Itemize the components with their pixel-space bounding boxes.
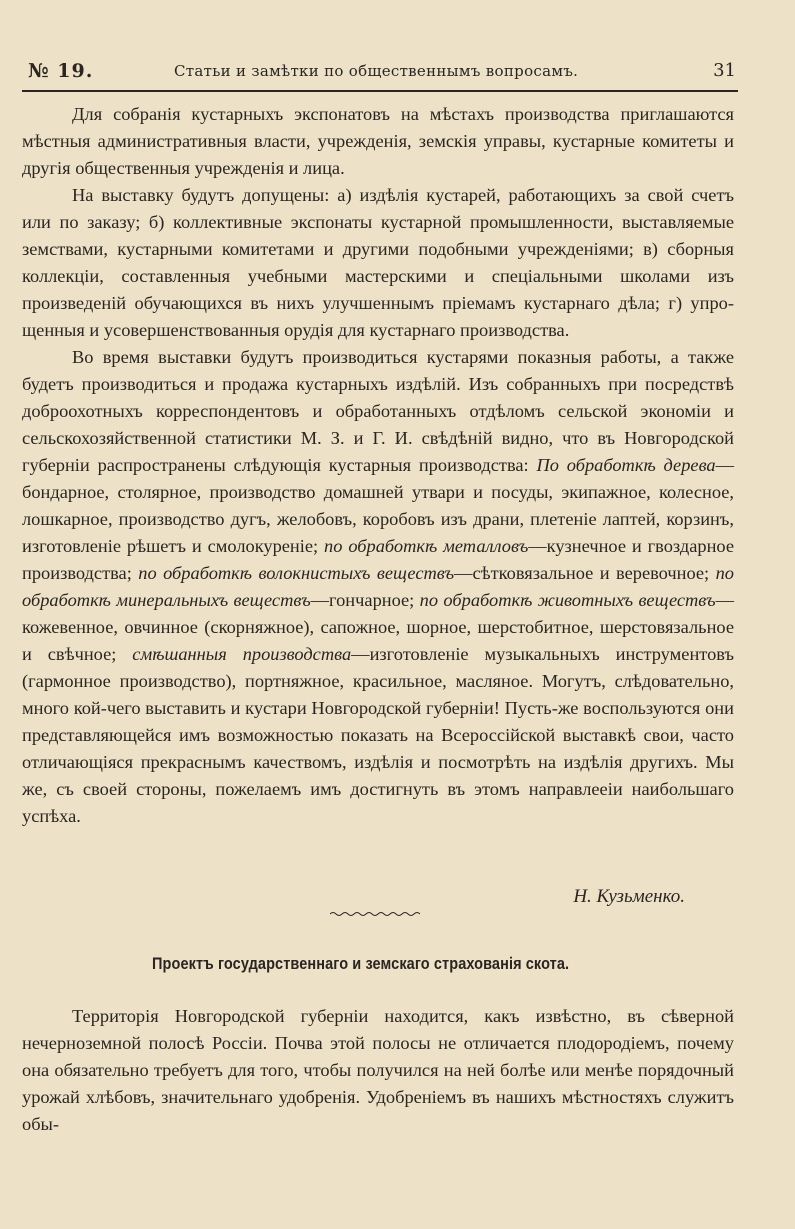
italic-phrase: по обработкѣ животныхъ веществъ: [419, 590, 716, 610]
author-signature: Н. Кузьменко.: [573, 886, 685, 907]
text-run: —кожевенное, овчинное (скорняжное), сапожное, шорное, шерстобитное, шерстовязальное и свѣчное;: [22, 590, 734, 664]
article-body: [22, 101, 734, 830]
italic-phrase: по обработкѣ металловъ: [324, 536, 529, 556]
text-run: —сѣтковязальное и веревочное;: [454, 563, 716, 583]
separator-ornament: [330, 911, 420, 917]
text-run: —изготовленіе музыкальныхъ инструментовъ (гармонное производство), портняжное, красильное, масляное. Могутъ, слѣдовательно, много кой-чего выставить и кустари Новгородской губерніи! Пусть-же воспользуются они представляющейся имъ возможностью показать на Всероссійской выставкѣ свои, часто отличающіяся прекраснымъ качествомъ, издѣлія и посмотрѣть на издѣлія другихъ. Мы же, съ своей стороны, пожелаемъ имъ достигнуть въ этомъ направлееіи наибольшаго успѣха.: [22, 644, 735, 826]
text-run: —бондарное, столярное, производство домашней утвари и посуды, экипажное, колесное, лошкарное, производство дугъ, желобовъ, коробовъ изъ драни, плетеніе лаптей, корзинъ, изготовленіе рѣшетъ и смолокуреніе;: [22, 455, 735, 556]
running-title: Статьи и замѣтки по общественнымъ вопросамъ.: [174, 62, 579, 80]
italic-phrase: по обработкѣ волокнистыхъ веществъ: [138, 563, 455, 583]
section-heading: Проектъ государственнаго и земскаго страхованія скота.: [152, 955, 570, 973]
italic-phrase: По обработкѣ дерева: [536, 455, 716, 475]
text-run: Территорія Новгородской губерніи находится, какъ извѣстно, въ сѣверной нечерноземной полосѣ Россіи. Почва этой полосы не отличается плодородіемъ, почему она обязательно требуетъ для того, чтобы получился на ней болѣе или менѣе порядочный урожай хлѣбовъ, значительнаго удобренія. Удобреніемъ въ нашихъ мѣстностяхъ служитъ обы-: [22, 1006, 734, 1134]
paragraph: [22, 1003, 734, 1138]
paragraph: [22, 344, 734, 830]
issue-number: № 19.: [28, 60, 94, 82]
page-number: 31: [713, 60, 736, 81]
text-run: —кузнечное и гвоздарное производства;: [22, 536, 734, 583]
paragraph: [22, 182, 734, 344]
text-run: Во время выставки будутъ производиться кустарями показныя работы, а также будетъ производиться и продажа кустарныхъ издѣлій. Изъ собранныхъ при посредствѣ доброохотныхъ корреспондентовъ и обработанныхъ отдѣломъ сельской экономіи и сельскохозяйственной статистики М. З. и Г. И. свѣдѣній видно, что въ Новгородской губерніи распространены слѣдующія кустарныя производства:: [22, 347, 734, 475]
section-body: [22, 1003, 734, 1138]
text-run: —гончарное;: [310, 590, 420, 610]
italic-phrase: по обработкѣ минеральныхъ веществъ: [22, 563, 734, 610]
page-header: [22, 58, 738, 92]
text-run: Для собранія кустарныхъ экспонатовъ на мѣстахъ производства приглашаются мѣстныя административныя власти, учрежденія, земскія управы, кустарные комитеты и другія общественныя учрежденія и лица.: [22, 104, 734, 178]
italic-phrase: смѣшанныя производства: [132, 644, 352, 664]
text-run: На выставку будутъ допущены: а) издѣлія кустарей, работающихъ за свой счетъ или по заказу; б) коллективные экспонаты кустарной промышленности, выставляемые земствами, кустарными комитетами и другими подобными учрежденіями; в) сборныя коллекціи, составленныя учебными мастерскими и спеціальными школами изъ произведеній обучающихся въ нихъ улучшеннымъ пріемамъ кустарнаго дѣла; г) упрощенныя и усовершенствованныя орудія для кустарнаго производства.: [22, 185, 734, 340]
paragraph: [22, 101, 734, 182]
